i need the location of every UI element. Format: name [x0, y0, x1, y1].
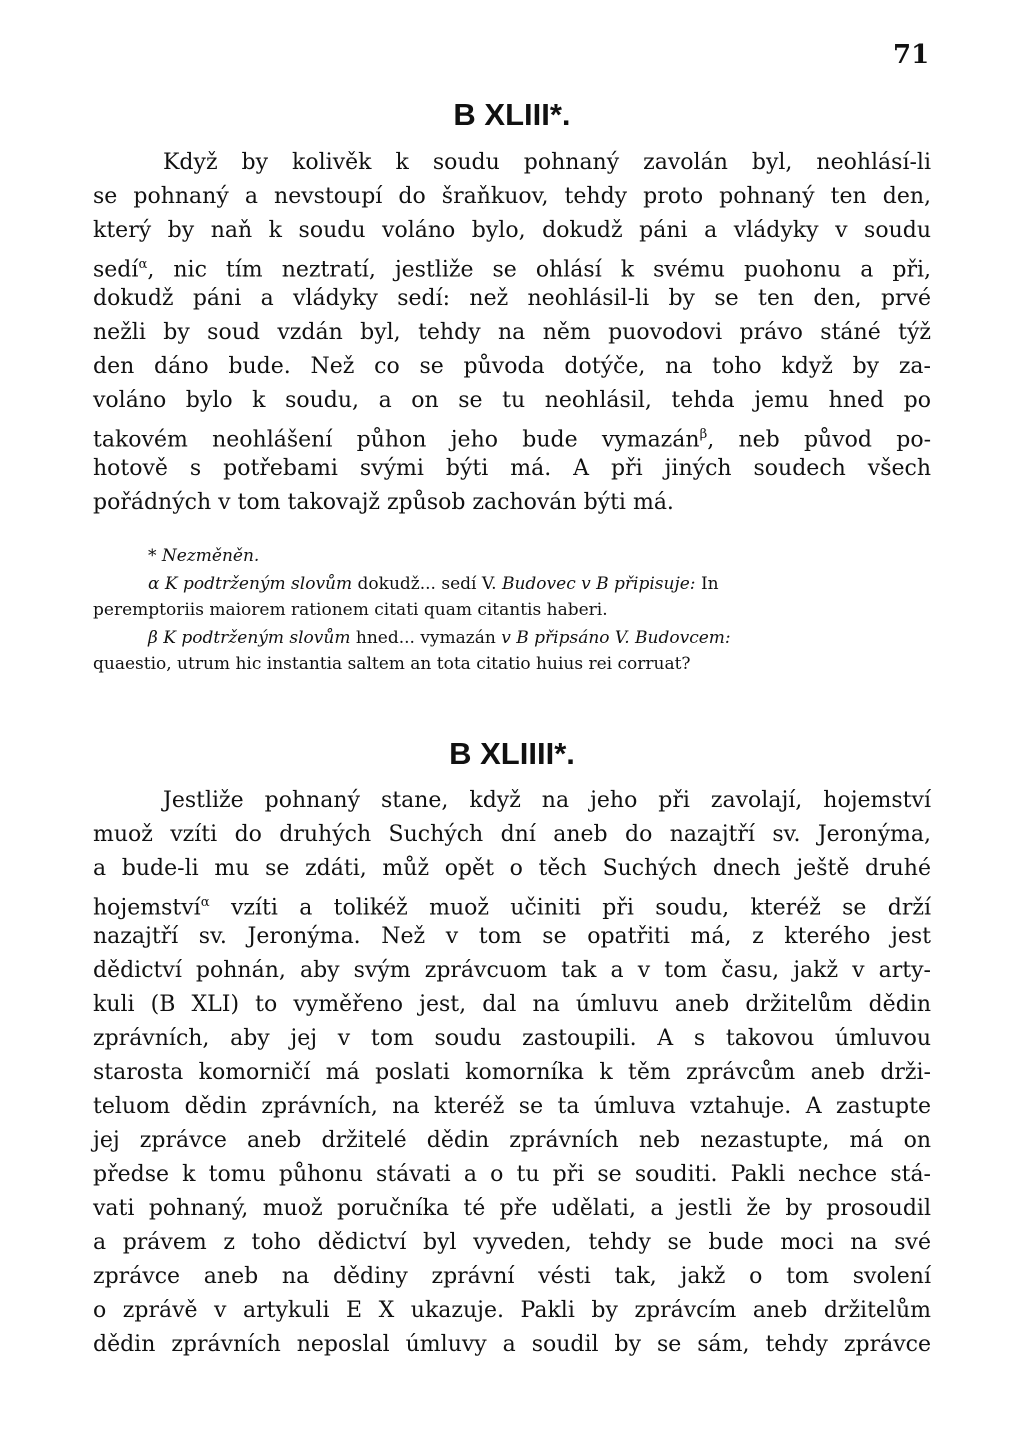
paragraph-line: muož vzíti do druhých Suchých dní aneb do nazajtří sv. Jeronýma,	[93, 822, 931, 847]
paragraph-line: který by naň k soudu voláno bylo, dokudž páni a vládyky v soudu	[93, 218, 931, 243]
line-start: sedí	[93, 257, 139, 283]
footnote-beta-cont: quaestio, utrum hic instantia saltem an tota citatio huius rei corruat?	[93, 654, 691, 674]
line-rest: , neb původ po-	[707, 427, 931, 453]
paragraph-line	[93, 250, 931, 285]
paragraph-line: se pohnaný a nevstoupí do šraňkuov, tehdy proto pohnaný ten den,	[93, 184, 931, 209]
section-heading-b44: B XLIIII*.	[449, 736, 575, 771]
footnote-alpha-cont: peremptoriis maiorem rationem citati quam citantis haberi.	[93, 600, 608, 620]
footnote-text: In	[700, 574, 719, 594]
paragraph-line: starosta komorničí má poslati komorníka k těm zprávcům aneb drži-	[93, 1060, 931, 1085]
footnote-marker: α	[200, 895, 210, 910]
line-rest: , nic tím neztratí, jestliže se ohlásí k svému puohonu a při,	[147, 257, 931, 283]
paragraph-line: hotově s potřebami svými býti má. A při jiných soudech všech	[93, 456, 931, 481]
section-heading-b43: B XLIII*.	[453, 97, 571, 132]
paragraph-line: kuli (B XLI) to vyměřeno jest, dal na úmluvu aneb držitelům dědin	[93, 992, 931, 1017]
paragraph-line	[93, 888, 931, 923]
paragraph-line: Jestliže pohnaný stane, když na jeho při zavolají, hojemství	[163, 788, 931, 813]
paragraph-line: zprávce aneb na dědiny zprávní vésti tak, jakž o tom svolení	[93, 1264, 931, 1289]
footnote-label: Budovec v B připisuje:	[501, 574, 696, 594]
paragraph-line: zprávních, aby jej v tom soudu zastoupili. A s takovou úmluvou	[93, 1026, 931, 1051]
paragraph-line: dědin zprávních neposlal úmluvy a soudil by se sám, tehdy zprávce	[93, 1332, 931, 1357]
footnote-label: K podtrženým slovům	[164, 574, 353, 594]
footnote-beta	[148, 626, 931, 650]
footnote-label: K podtrženým slovům	[163, 628, 351, 648]
paragraph-line: předse k tomu půhonu stávati a o tu při se souditi. Pakli nechce stá-	[93, 1162, 931, 1187]
paragraph-line: teluom dědin zprávních, na kteréž se ta úmluva vztahuje. A zastupte	[93, 1094, 931, 1119]
paragraph-line: jej zprávce aneb držitelé dědin zprávních neb nezastupte, má on	[93, 1128, 931, 1153]
footnote-alpha	[148, 572, 931, 596]
footnote-label: v B připsáno V. Budovcem:	[501, 628, 731, 648]
paragraph-line: nazajtří sv. Jeronýma. Než v tom se opatřiti má, z kterého jest	[93, 924, 931, 949]
line-start: hojemství	[93, 895, 201, 921]
line-rest: vzíti a tolikéž muož učiniti při soudu, kteréž se drží	[209, 895, 931, 921]
paragraph-line: nežli by soud vzdán byl, tehdy na něm puovodovi právo stáné týž	[93, 320, 931, 345]
paragraph-line: Když by kolivěk k soudu pohnaný zavolán byl, neohlásí-li	[163, 150, 931, 175]
paragraph-line: a bude-li mu se zdáti, můž opět o těch Suchých dnech ještě druhé	[93, 856, 931, 881]
page-number: 71	[893, 40, 930, 70]
paragraph-line: dědictví pohnán, aby svým zprávcuom tak a v tom času, jakž v arty-	[93, 958, 931, 983]
paragraph-line	[93, 420, 931, 455]
paragraph-line: o zprávě v artykuli E X ukazuje. Pakli by zprávcím aneb držitelům	[93, 1298, 931, 1323]
footnote-marker: β	[699, 427, 708, 442]
paragraph-line: den dáno bude. Než co se původa dotýče, na toho když by za-	[93, 354, 931, 379]
paragraph-line: a právem z toho dědictví byl vyveden, tehdy se bude moci na své	[93, 1230, 931, 1255]
paragraph-line: voláno bylo k soudu, a on se tu neohlásil, tehda jemu hned po	[93, 388, 931, 413]
footnote-mark: β	[148, 628, 158, 648]
paragraph-line: vati pohnaný, muož poručníka té pře udělati, a jestli že by prosoudil	[93, 1196, 931, 1221]
footnote-marker: α	[138, 257, 148, 272]
footnote-text: dokudž... sedí V.	[357, 574, 497, 594]
footnote-star: * Nezměněn.	[148, 546, 260, 566]
line-start: takovém neohlášení půhon jeho bude vymazán	[93, 427, 700, 453]
footnote-mark: α	[148, 574, 160, 594]
footnote-text: hned... vymazán	[355, 628, 496, 648]
paragraph-line: pořádných v tom takovajž způsob zachován býti má.	[93, 490, 674, 515]
paragraph-line: dokudž páni a vládyky sedí: než neohlásil-li by se ten den, prvé	[93, 286, 931, 311]
